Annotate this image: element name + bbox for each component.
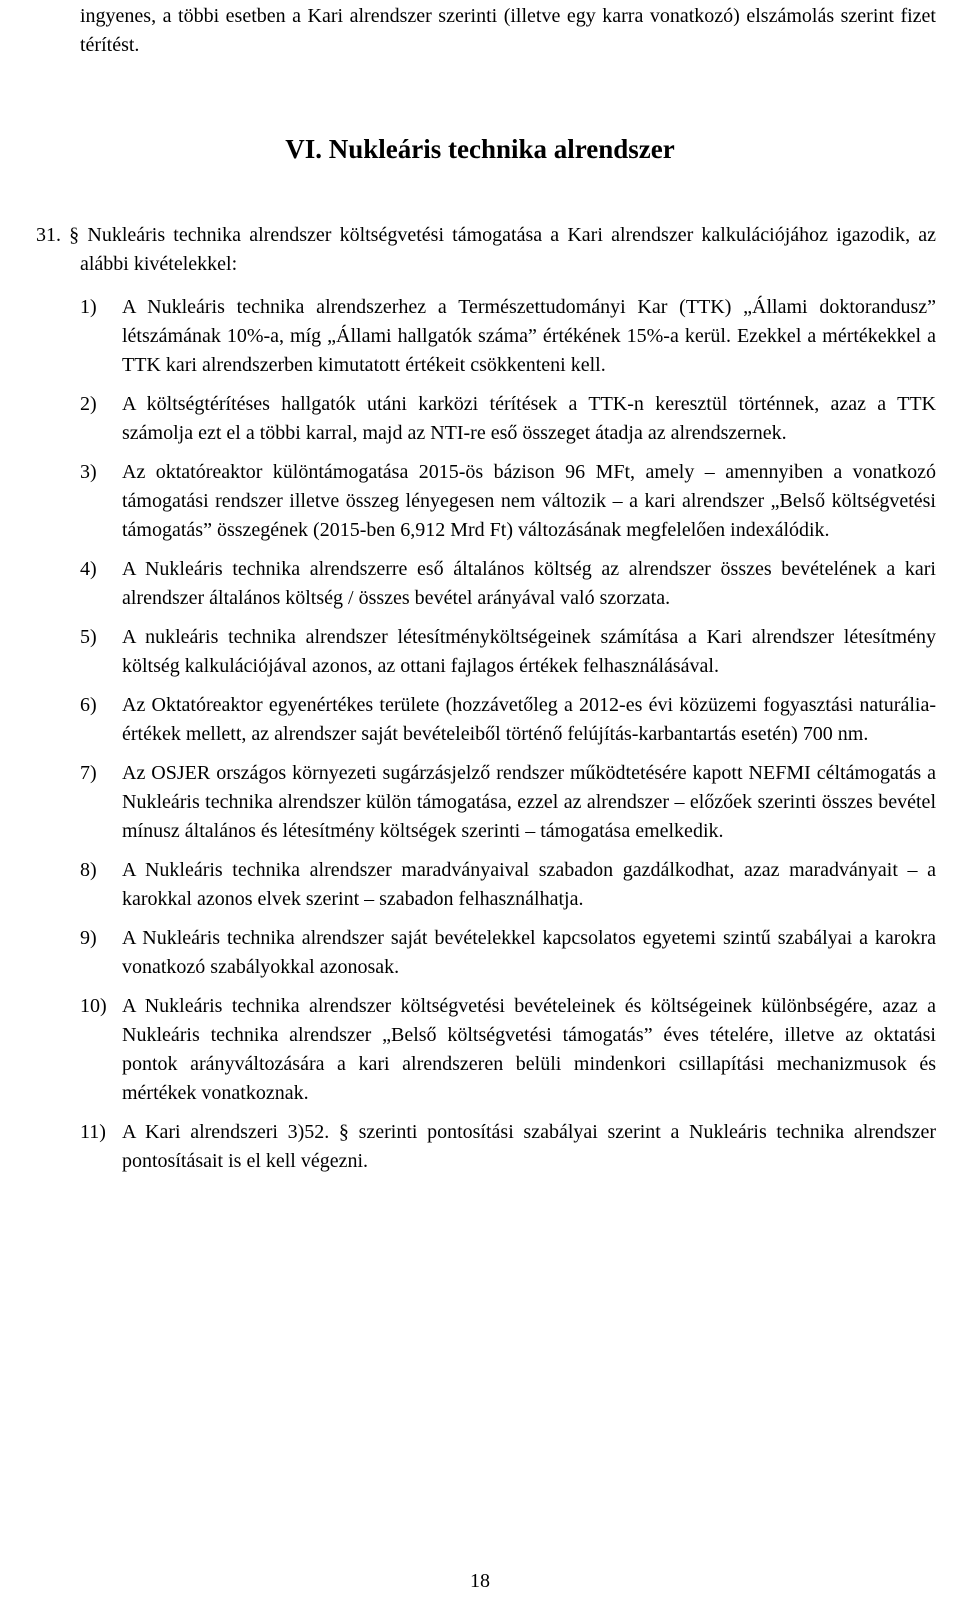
item-text: A Kari alrendszeri 3)52. § szerinti pontosítási szabályai szerint a Nukleáris technika alrendszer pontosításait is el kell végezni. bbox=[122, 1121, 936, 1172]
list-item bbox=[80, 759, 936, 846]
item-number: 4) bbox=[80, 558, 97, 580]
list-item bbox=[80, 458, 936, 545]
item-text: Az Oktatóreaktor egyenértékes területe (hozzávetőleg a 2012-es évi közüzemi fogyasztási naturália-értékek mellett, az alrendszer saját bevételeiből történő felújítás-karbantartás esetén) 700 nm. bbox=[122, 694, 936, 745]
item-text: A Nukleáris technika alrendszerhez a Természettudományi Kar (TTK) „Állami doktorandusz” létszámának 10%-a, míg „Állami hallgatók száma” értékének 15%-a kerül. Ezekkel a mértékekkel a TTK kari alrendszerben kimutatott értékeit csökkenteni kell. bbox=[122, 296, 936, 376]
item-number: 10) bbox=[80, 995, 107, 1017]
item-text: A Nukleáris technika alrendszer költségvetési bevételeinek és költségeinek különbségére, azaz a Nukleáris technika alrendszer „Belső költségvetési támogatás” éves tételére, illetve az oktatási pontok arányváltozására a kari alrendszeren belüli mindenkori csillapítási mechanizmusok és mértékek vonatkoznak. bbox=[122, 995, 936, 1104]
item-text: Az oktatóreaktor különtámogatása 2015-ös bázison 96 MFt, amely – amennyiben a vonatkozó támogatási rendszer illetve összeg lényegesen nem változik – a kari alrendszer „Belső költségvetési támogatás” összegének (2015-ben 6,912 Mrd Ft) változásának megfelelően indexálódik. bbox=[122, 461, 936, 541]
list-item bbox=[80, 691, 936, 749]
numbered-list bbox=[80, 293, 936, 1186]
item-number: 8) bbox=[80, 859, 97, 881]
list-item bbox=[80, 992, 936, 1108]
item-number: 9) bbox=[80, 927, 97, 949]
list-item bbox=[80, 1118, 936, 1176]
item-text: A nukleáris technika alrendszer létesítményköltségeinek számítása a Kari alrendszer létesítmény költség kalkulációjával azonos, az ottani fajlagos értékek felhasználásával. bbox=[122, 626, 936, 677]
item-text: A Nukleáris technika alrendszer maradványaival szabadon gazdálkodhat, azaz maradványait – a karokkal azonos elvek szerint – szabadon felhasználhatja. bbox=[122, 859, 936, 910]
list-item bbox=[80, 390, 936, 448]
item-number: 7) bbox=[80, 762, 97, 784]
item-number: 11) bbox=[80, 1121, 106, 1143]
item-number: 3) bbox=[80, 461, 97, 483]
item-number: 6) bbox=[80, 694, 97, 716]
item-text: Az OSJER országos környezeti sugárzásjelző rendszer működtetésére kapott NEFMI céltámogatás a Nukleáris technika alrendszer külön támogatása, ezzel az alrendszer – előzőek szerinti összes bevétel mínusz általános és létesítmény költségek szerinti – támogatása emelkedik. bbox=[122, 762, 936, 842]
list-item bbox=[80, 555, 936, 613]
list-item bbox=[80, 856, 936, 914]
item-text: A költségtérítéses hallgatók utáni karközi térítések a TTK-n keresztül történnek, azaz a TTK számolja ezt el a többi karral, majd az NTI-re eső összeget átadja az alrendszernek. bbox=[122, 393, 936, 444]
item-text: A Nukleáris technika alrendszer saját bevételekkel kapcsolatos egyetemi szintű szabályai a karokra vonatkozó szabályokkal azonosak. bbox=[122, 927, 936, 978]
item-number: 1) bbox=[80, 296, 97, 318]
item-text: A Nukleáris technika alrendszerre eső általános költség az alrendszer összes bevételének a kari alrendszer általános költség / összes bevétel arányával való szorzata. bbox=[122, 558, 936, 609]
page-number: 18 bbox=[470, 1570, 490, 1592]
item-number: 5) bbox=[80, 626, 97, 648]
section-title: VI. Nukleáris technika alrendszer bbox=[285, 134, 675, 164]
item-number: 2) bbox=[80, 393, 97, 415]
paragraph-31 bbox=[36, 221, 936, 279]
list-item bbox=[80, 623, 936, 681]
paragraph-text: Nukleáris technika alrendszer költségvetési támogatása a Kari alrendszer kalkulációjához igazodik, az alábbi kivételekkel: bbox=[80, 224, 937, 275]
list-item bbox=[80, 924, 936, 982]
paragraph-number: 31. § bbox=[36, 224, 80, 246]
list-item bbox=[80, 293, 936, 380]
intro-paragraph: ingyenes, a többi esetben a Kari alrendszer szerinti (illetve egy karra vonatkozó) elszámolás szerint fizet térítést. bbox=[80, 5, 936, 56]
